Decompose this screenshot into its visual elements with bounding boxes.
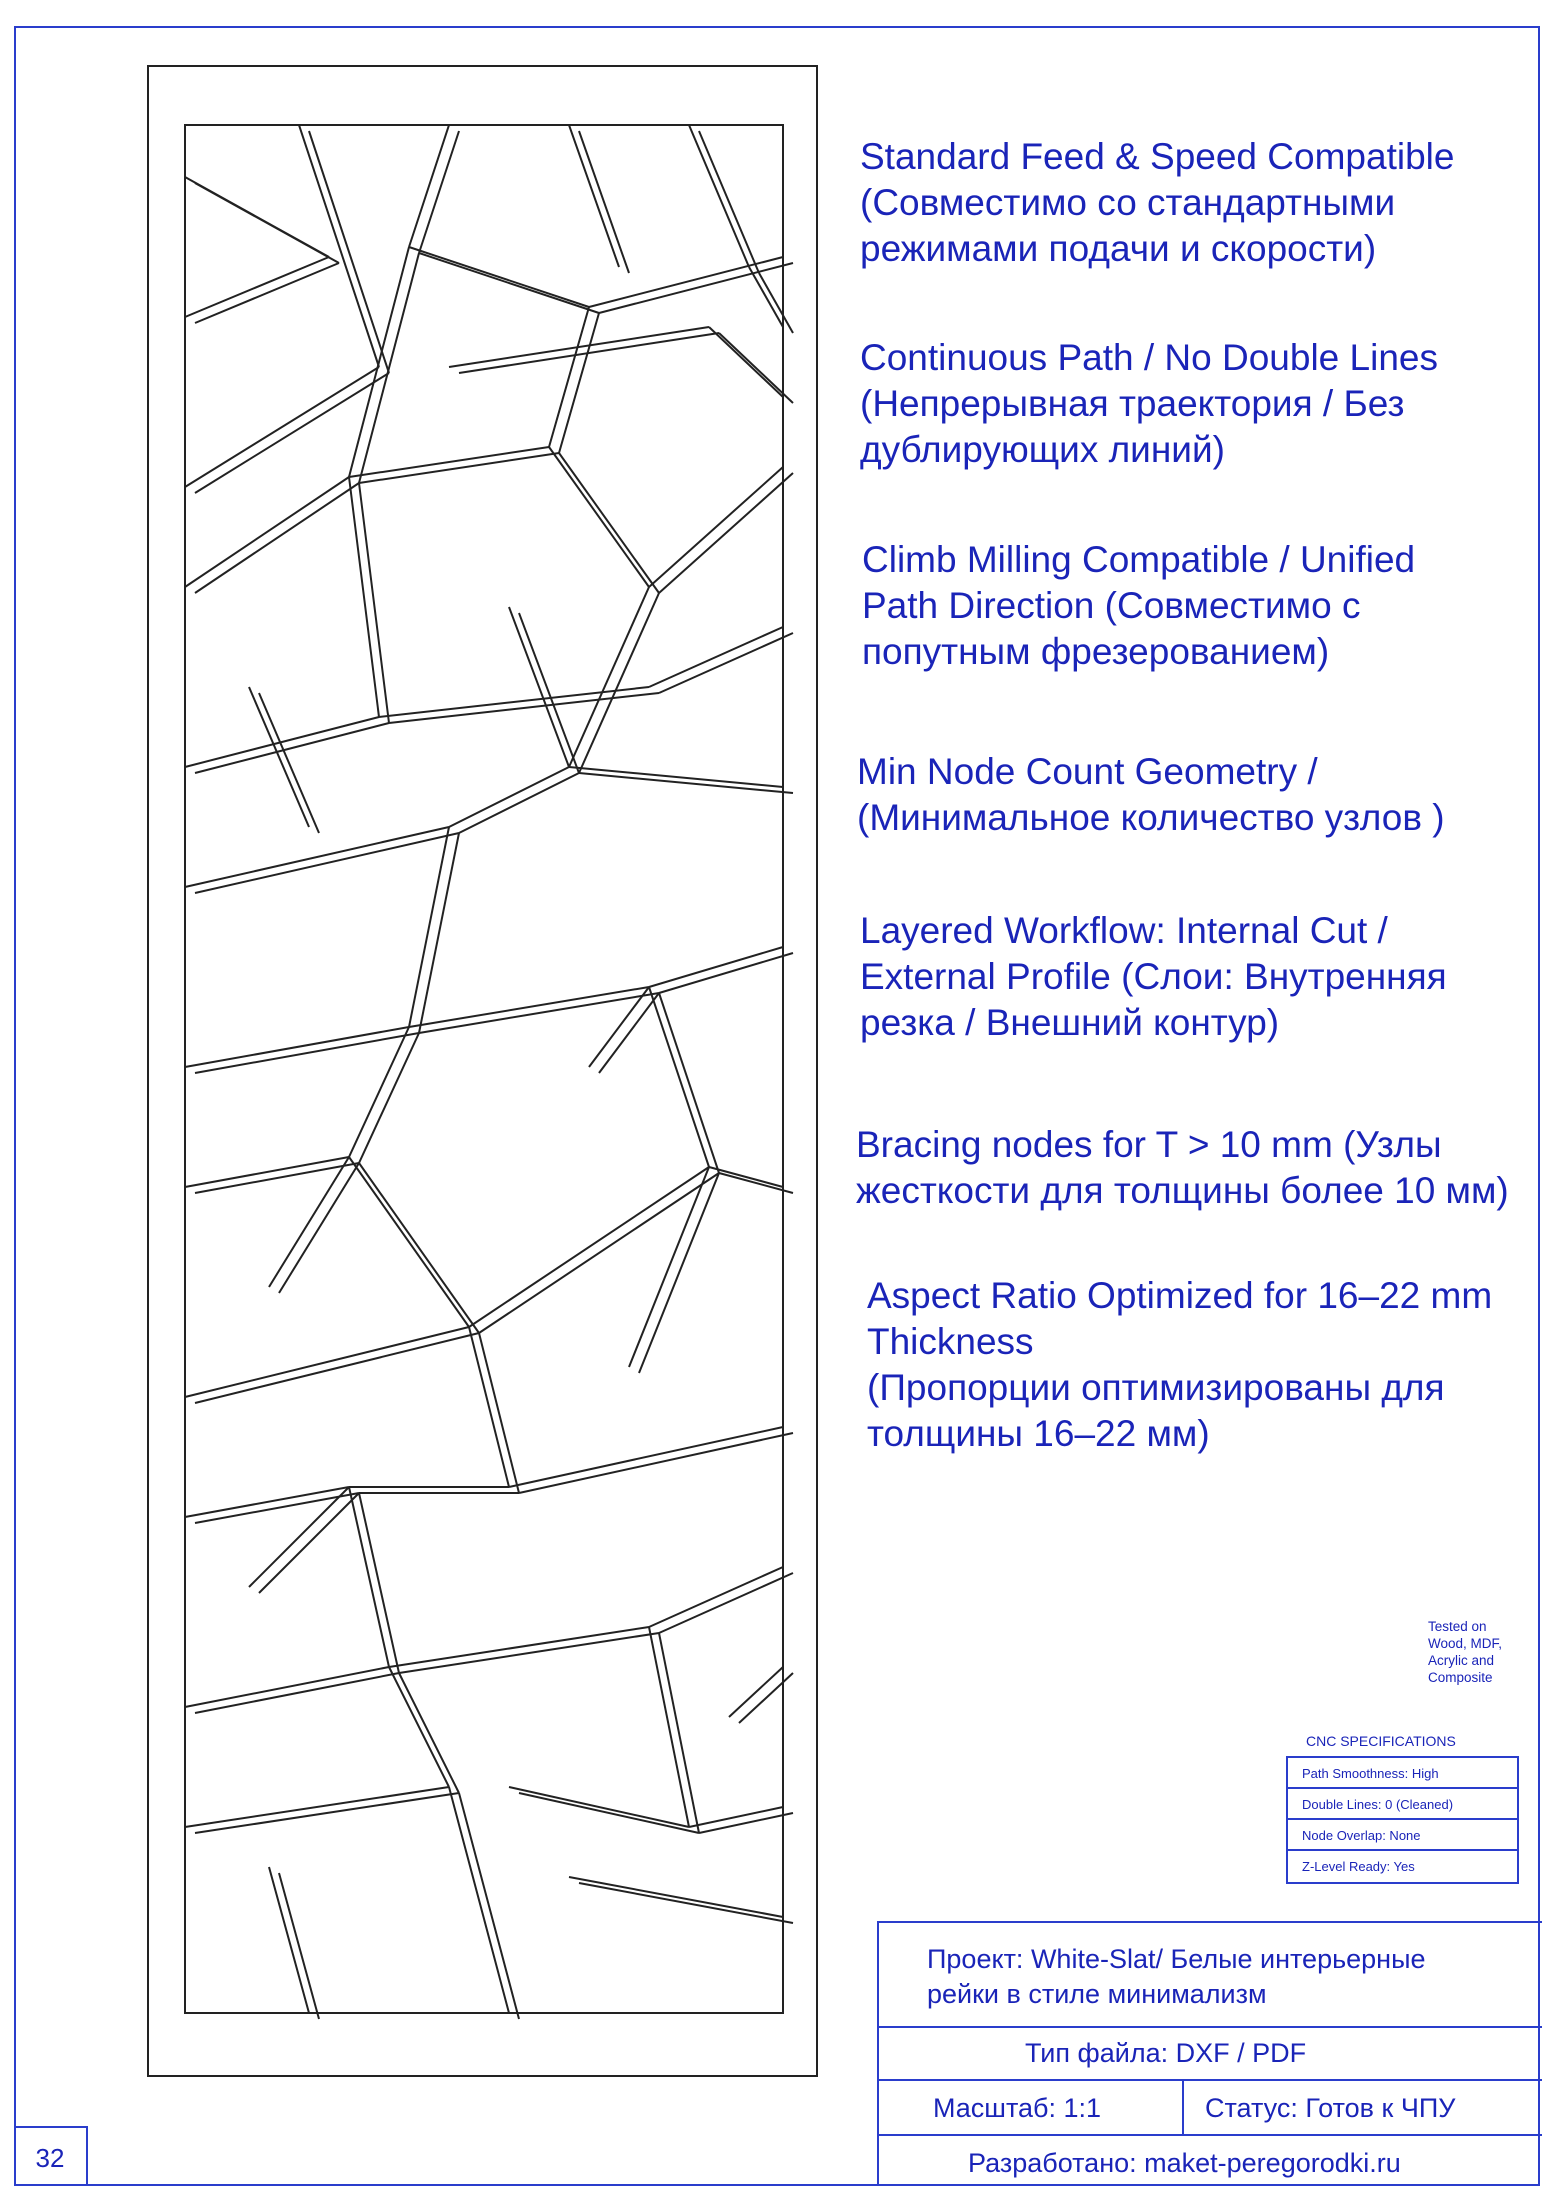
scale-value: Масштаб: 1:1 xyxy=(933,2093,1102,2123)
cnc-specifications-table xyxy=(1286,1756,1519,1884)
title-block xyxy=(877,1921,1542,2186)
title-block-project-row xyxy=(879,1923,1542,2028)
spec-aspect-ratio: Aspect Ratio Optimized for 16–22 mm Thickness (Пропорции оптимизированы для толщины 16–22 мм) xyxy=(867,1275,1493,1454)
tested-materials-note: Tested on Wood, MDF, Acrylic and Composite xyxy=(1428,1619,1503,1685)
developer-credit: Разработано: maket-peregorodki.ru xyxy=(968,2148,1401,2178)
scale-status-divider xyxy=(1182,2081,1184,2134)
file-type: Тип файла: DXF / PDF xyxy=(1025,2038,1307,2068)
cnc-specifications-title: CNC SPECIFICATIONS xyxy=(1306,1733,1456,1749)
spec-bracing-nodes: Bracing nodes for T > 10 mm (Узлы жесткости для толщины более 10 мм) xyxy=(856,1124,1509,1211)
title-block-file-type-row xyxy=(879,2028,1542,2081)
spec-continuous-path: Continuous Path / No Double Lines (Непрерывная траектория / Без дублирующих линий) xyxy=(860,337,1438,470)
voronoi-pattern-graphic xyxy=(149,67,820,2079)
cnc-row-path-smoothness: Path Smoothness: High xyxy=(1288,1758,1517,1789)
title-block-scale-status-row xyxy=(879,2081,1542,2136)
decorative-panel-drawing xyxy=(147,65,818,2077)
cnc-row-double-lines: Double Lines: 0 (Cleaned) xyxy=(1288,1789,1517,1820)
spec-climb-milling: Climb Milling Compatible / Unified Path Direction (Совместимо с попутным фрезерованием) xyxy=(862,539,1416,672)
project-name: Проект: White-Slat/ Белые интерьерные рейки в стиле минимализм xyxy=(927,1944,1426,2009)
page-number: 32 xyxy=(14,2126,88,2186)
status-value: Статус: Готов к ЧПУ xyxy=(1205,2093,1456,2123)
spec-min-node-count: Min Node Count Geometry / (Минимальное количество узлов ) xyxy=(857,751,1445,838)
cnc-row-z-level: Z-Level Ready: Yes xyxy=(1302,1859,1415,1874)
cnc-row-node-overlap: Node Overlap: None xyxy=(1288,1820,1517,1851)
spec-feed-speed: Standard Feed & Speed Compatible (Совместимо со стандартными режимами подачи и скорости) xyxy=(860,136,1455,269)
spec-layered-workflow: Layered Workflow: Internal Cut / External Profile (Слои: Внутренняя резка / Внешний контур) xyxy=(860,910,1447,1043)
